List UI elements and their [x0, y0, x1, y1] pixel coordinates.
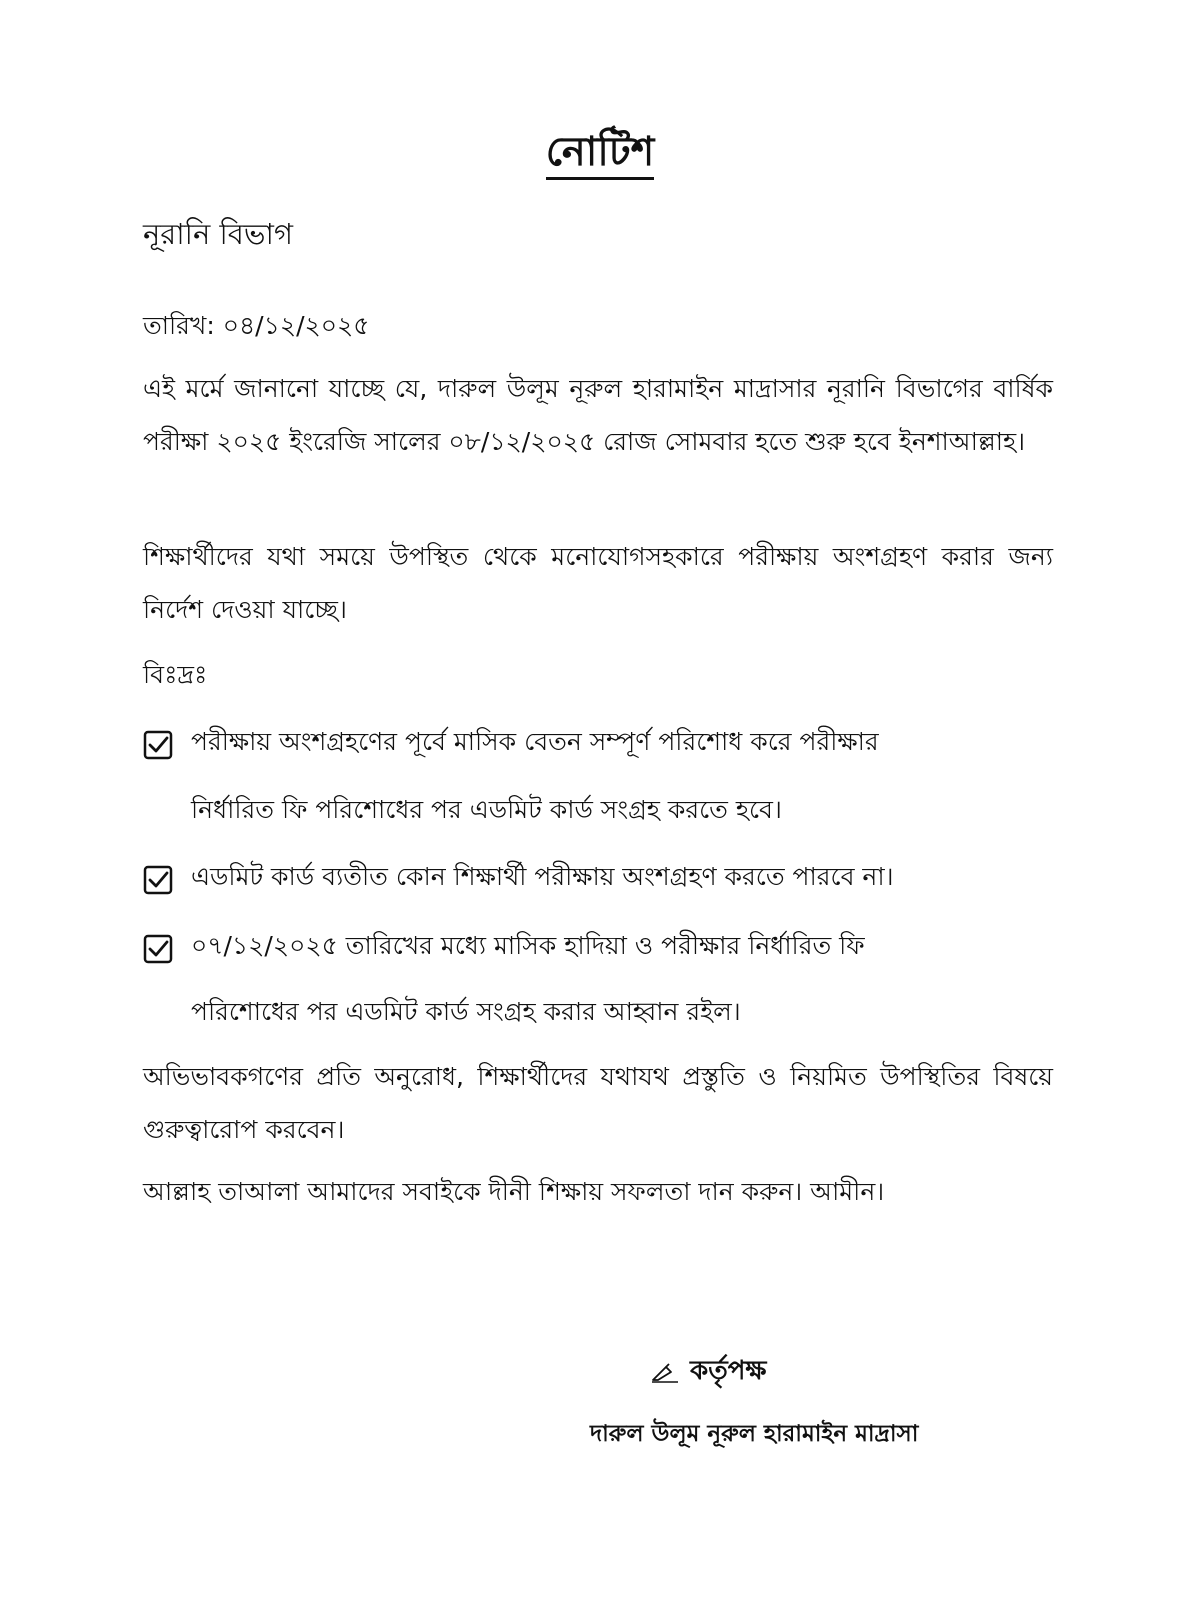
- checked-box-icon: [143, 730, 173, 760]
- checklist-item: [143, 857, 1063, 902]
- checked-box-icon: [143, 865, 173, 895]
- checklist-item: [143, 926, 1063, 1036]
- note-label: বিঃদ্রঃ: [143, 660, 208, 689]
- signature-row: [650, 1350, 766, 1394]
- checked-box-icon: [143, 934, 173, 964]
- checklist-item-line1: ০৭/১২/২০২৫ তারিখের মধ্যে মাসিক হাদিয়া ও পরীক্ষার নির্ধারিত ফি: [191, 931, 865, 960]
- notice-title-wrap: [0, 120, 1200, 187]
- guardian-request-paragraph: অভিভাবকগণের প্রতি অনুরোধ, শিক্ষার্থীদের যথাযথ প্রস্তুতি ও নিয়মিত উপস্থিতির বিষয়ে গুরুত্বারোপ করবেন।: [143, 1062, 1053, 1144]
- announcement-paragraph: এই মর্মে জানানো যাচ্ছে যে, দারুল উলূম নূরুল হারামাইন মাদ্রাসার নূরানি বিভাগের বার্ষিক পরীক্ষা ২০২৫ ইংরেজি সালের ০৮/১২/২০২৫ রোজ সোমবার হতে শুরু হবে ইনশাআল্লাহ।: [143, 374, 1053, 456]
- instruction-paragraph: শিক্ষার্থীদের যথা সময়ে উপস্থিত থেকে মনোযোগসহকারে পরীক্ষায় অংশগ্রহণ করার জন্য নির্দেশ দেওয়া যাচ্ছে।: [143, 542, 1053, 624]
- department-label: নূরানি বিভাগ: [143, 217, 293, 251]
- closing-prayer: আল্লাহ তাআলা আমাদের সবাইকে দীনী শিক্ষায় সফলতা দান করুন। আমীন।: [143, 1177, 885, 1206]
- checklist-item-line1: এডমিট কার্ড ব্যতীত কোন শিক্ষার্থী পরীক্ষায় অংশগ্রহণ করতে পারবে না।: [191, 862, 894, 891]
- checklist-item-line2: নির্ধারিত ফি পরিশোধের পর এডমিট কার্ড সংগ্রহ করতে হবে।: [191, 795, 782, 824]
- signature-label: কর্তৃপক্ষ: [690, 1356, 767, 1386]
- checklist-item-line1: পরীক্ষায় অংশগ্রহণের পূর্বে মাসিক বেতন সম্পূর্ণ পরিশোধ করে পরীক্ষার: [191, 727, 879, 756]
- notice-date: তারিখ: ০৪/১২/২০২৫: [143, 311, 370, 340]
- pen-writing-icon: [650, 1360, 680, 1384]
- notice-title: নোটিশ: [546, 129, 655, 180]
- checklist-item-line2: পরিশোধের পর এডমিট কার্ড সংগ্রহ করার আহ্বান রইল।: [191, 997, 741, 1026]
- organization-name: দারুল উলূম নূরুল হারামাইন মাদ্রাসা: [590, 1421, 919, 1447]
- checklist-item: [143, 722, 1063, 832]
